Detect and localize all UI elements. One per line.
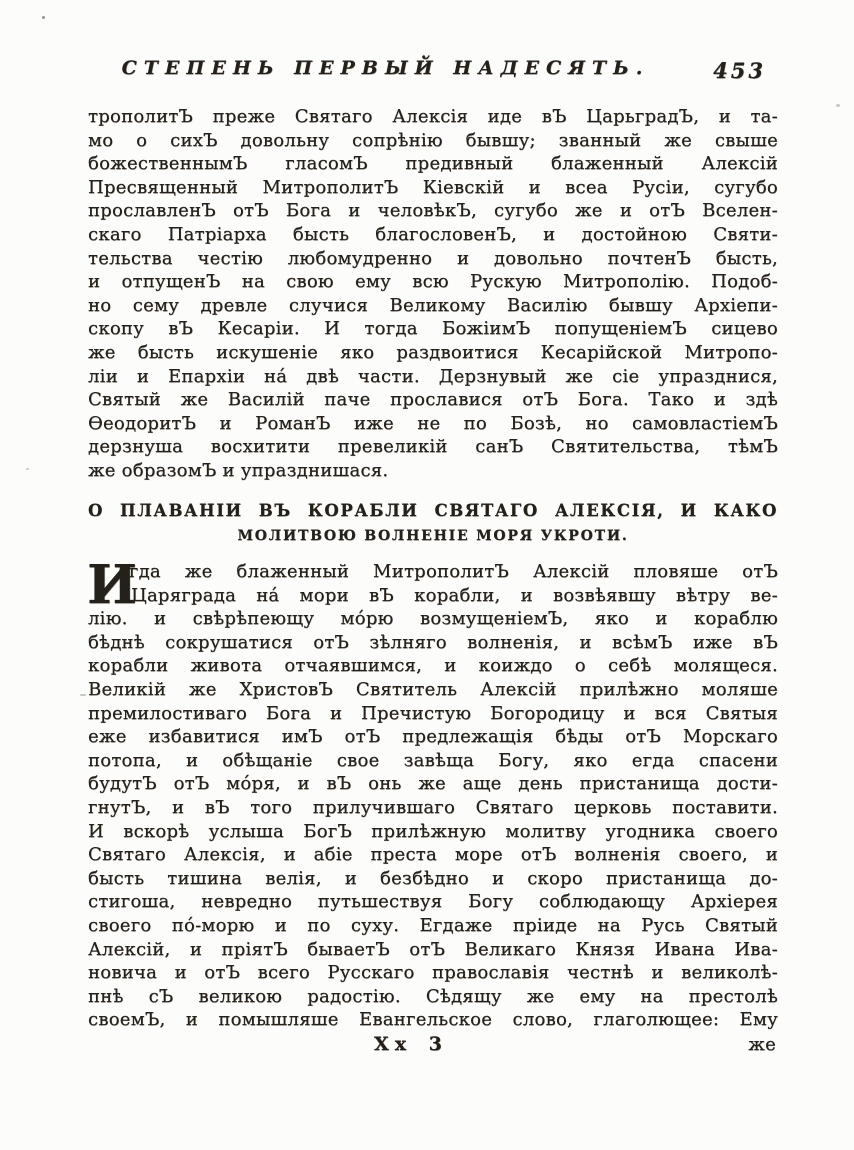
text-line: И вскорѣ услыша БогЪ прилѣжную молитву угодника своего: [88, 820, 778, 842]
text-line: Алексій, и пріятЪ бываетЪ отЪ Великаго Князя Ивана Ива-: [88, 938, 778, 960]
text-line: егда же блаженный МитрополитЪ Алексій пловяше отЪ: [118, 561, 778, 583]
text-line: корабли живота отчаявшимся, и коиждо о себѣ молящеся.: [88, 655, 778, 677]
text-line: Святый же Василій паче прославися отЪ Бога. Тако и здѣ: [88, 389, 778, 411]
text-line: Святаго Алексія, и абіе преста море отЪ волненія своего, и: [88, 844, 778, 866]
page-footer: [88, 1033, 778, 1059]
scan-speck: [80, 694, 86, 696]
scan-speck: [26, 468, 29, 470]
drop-cap-initial: И: [87, 554, 138, 617]
text-line: премилостиваго Бога и Пречистую Богородицу и вся Святыя: [88, 702, 778, 724]
scan-speck: [42, 16, 45, 19]
text-line: божественнымЪ гласомЪ предивный блаженный Алексій: [88, 153, 778, 175]
text-line: лію. и свѣрѣпеющу мóрю возмущеніемЪ, яко и кораблю: [88, 608, 778, 630]
running-title: СТЕПЕНЬ ПЕРВЫЙ НАДЕСЯТЬ.: [121, 57, 650, 79]
section-heading: [88, 499, 778, 548]
text-line: мо о сихЪ довольну сопрѣнію бывшу; званный же свыше: [88, 129, 778, 151]
text-line: Царяграда нá мори вЪ корабли, и возвѣявшу вѣтру ве-: [131, 584, 778, 606]
section-heading-line2: МОЛИТВОЮ ВОЛНЕНІЕ МОРЯ УКРОТИ.: [237, 528, 629, 545]
text-line: дерзнуша восхитити превеликій санЪ Святительства, тѣмЪ: [88, 436, 778, 458]
text-column: [88, 105, 778, 1059]
paragraph-main: [87, 554, 778, 1032]
text-line: новича и отЪ всего Русскаго православія честнѣ и великолѣ-: [88, 962, 778, 984]
section-heading-line1: О ПЛАВАНІИ ВЪ КОРАБЛИ СВЯТАГО АЛЕКСІЯ, И КАКО: [88, 500, 778, 520]
scan-speck: [836, 104, 840, 107]
text-line: тельства честію любомудренно и довольно почтенЪ бысть,: [88, 247, 778, 269]
text-line: бысть тишина велія, и безбѣдно и скоро пристанища до-: [88, 867, 778, 889]
text-line: своемЪ, и помышляше Евангельское слово, глаголющее: Ему: [88, 1009, 778, 1031]
text-line: прославленЪ отЪ Бога и человѣкЪ, сугубо же и отЪ Вселен-: [88, 200, 778, 222]
text-line: будутЪ отЪ мóря, и вЪ онь же аще день пристанища дости-: [88, 773, 778, 795]
text-line: Пресвященный МитрополитЪ Кіевскій и всеа Русіи, сугубо: [88, 176, 778, 198]
text-line: пнѣ сЪ великою радостію. Сѣдящу же ему на престолѣ: [88, 985, 778, 1007]
text-line: скопу вЪ Кесаріи. И тогда БожіимЪ попущеніемЪ сицево: [88, 318, 778, 340]
text-line: и отпущенЪ на свою ему всю Рускую Митрополію. Подоб-: [88, 271, 778, 293]
text-line: же образомЪ и упразднишася.: [88, 459, 389, 481]
text-line: же бысть искушеніе яко раздвоитися Кесарійской Митропо-: [88, 341, 778, 363]
text-line: Великій же ХристовЪ Святитель Алексій прилѣжно моляше: [88, 679, 778, 701]
text-line: своего пó-морю и по суху. Егдаже пріиде на Русь Святый: [88, 915, 778, 936]
text-line: ѲеодоритЪ и РоманЪ иже не по Бозѣ, но самовластіемЪ: [88, 412, 778, 434]
text-line: стигоша, невредно путьшествуя Богу соблюдающу Архіерея: [88, 891, 778, 913]
text-line: гнутЪ, и вЪ того прилучившаго Святаго церковь поставити.: [88, 797, 778, 819]
text-line: бѣднѣ сокрушатися отЪ зѣлняго волненія, и всѣмЪ иже вЪ: [88, 631, 778, 653]
text-line: ліи и Епархіи нá двѣ части. Дерзнувый же сіе упразднися,: [88, 365, 778, 387]
text-line: еже избавитися имЪ отЪ предлежащія бѣды отЪ Морскаго: [88, 726, 778, 748]
quire-signature: Хх 3: [374, 1032, 448, 1055]
paragraph-continued: [88, 105, 778, 483]
running-head: [88, 57, 778, 85]
catchword: же: [748, 1033, 776, 1055]
text-line: потопа, и обѣщаніе свое завѣща Богу, яко егда спасени: [88, 749, 778, 771]
text-line: но сему древле случися Великому Василію бывшу Архіепи-: [88, 294, 778, 316]
text-line: скаго Патріарха бысть благословенЪ, и достойною Святи-: [88, 223, 778, 245]
text-line: трополитЪ преже Святаго Алексія иде вЪ ЦарьградЪ, и та-: [88, 106, 778, 127]
page-number: 453: [713, 58, 766, 83]
